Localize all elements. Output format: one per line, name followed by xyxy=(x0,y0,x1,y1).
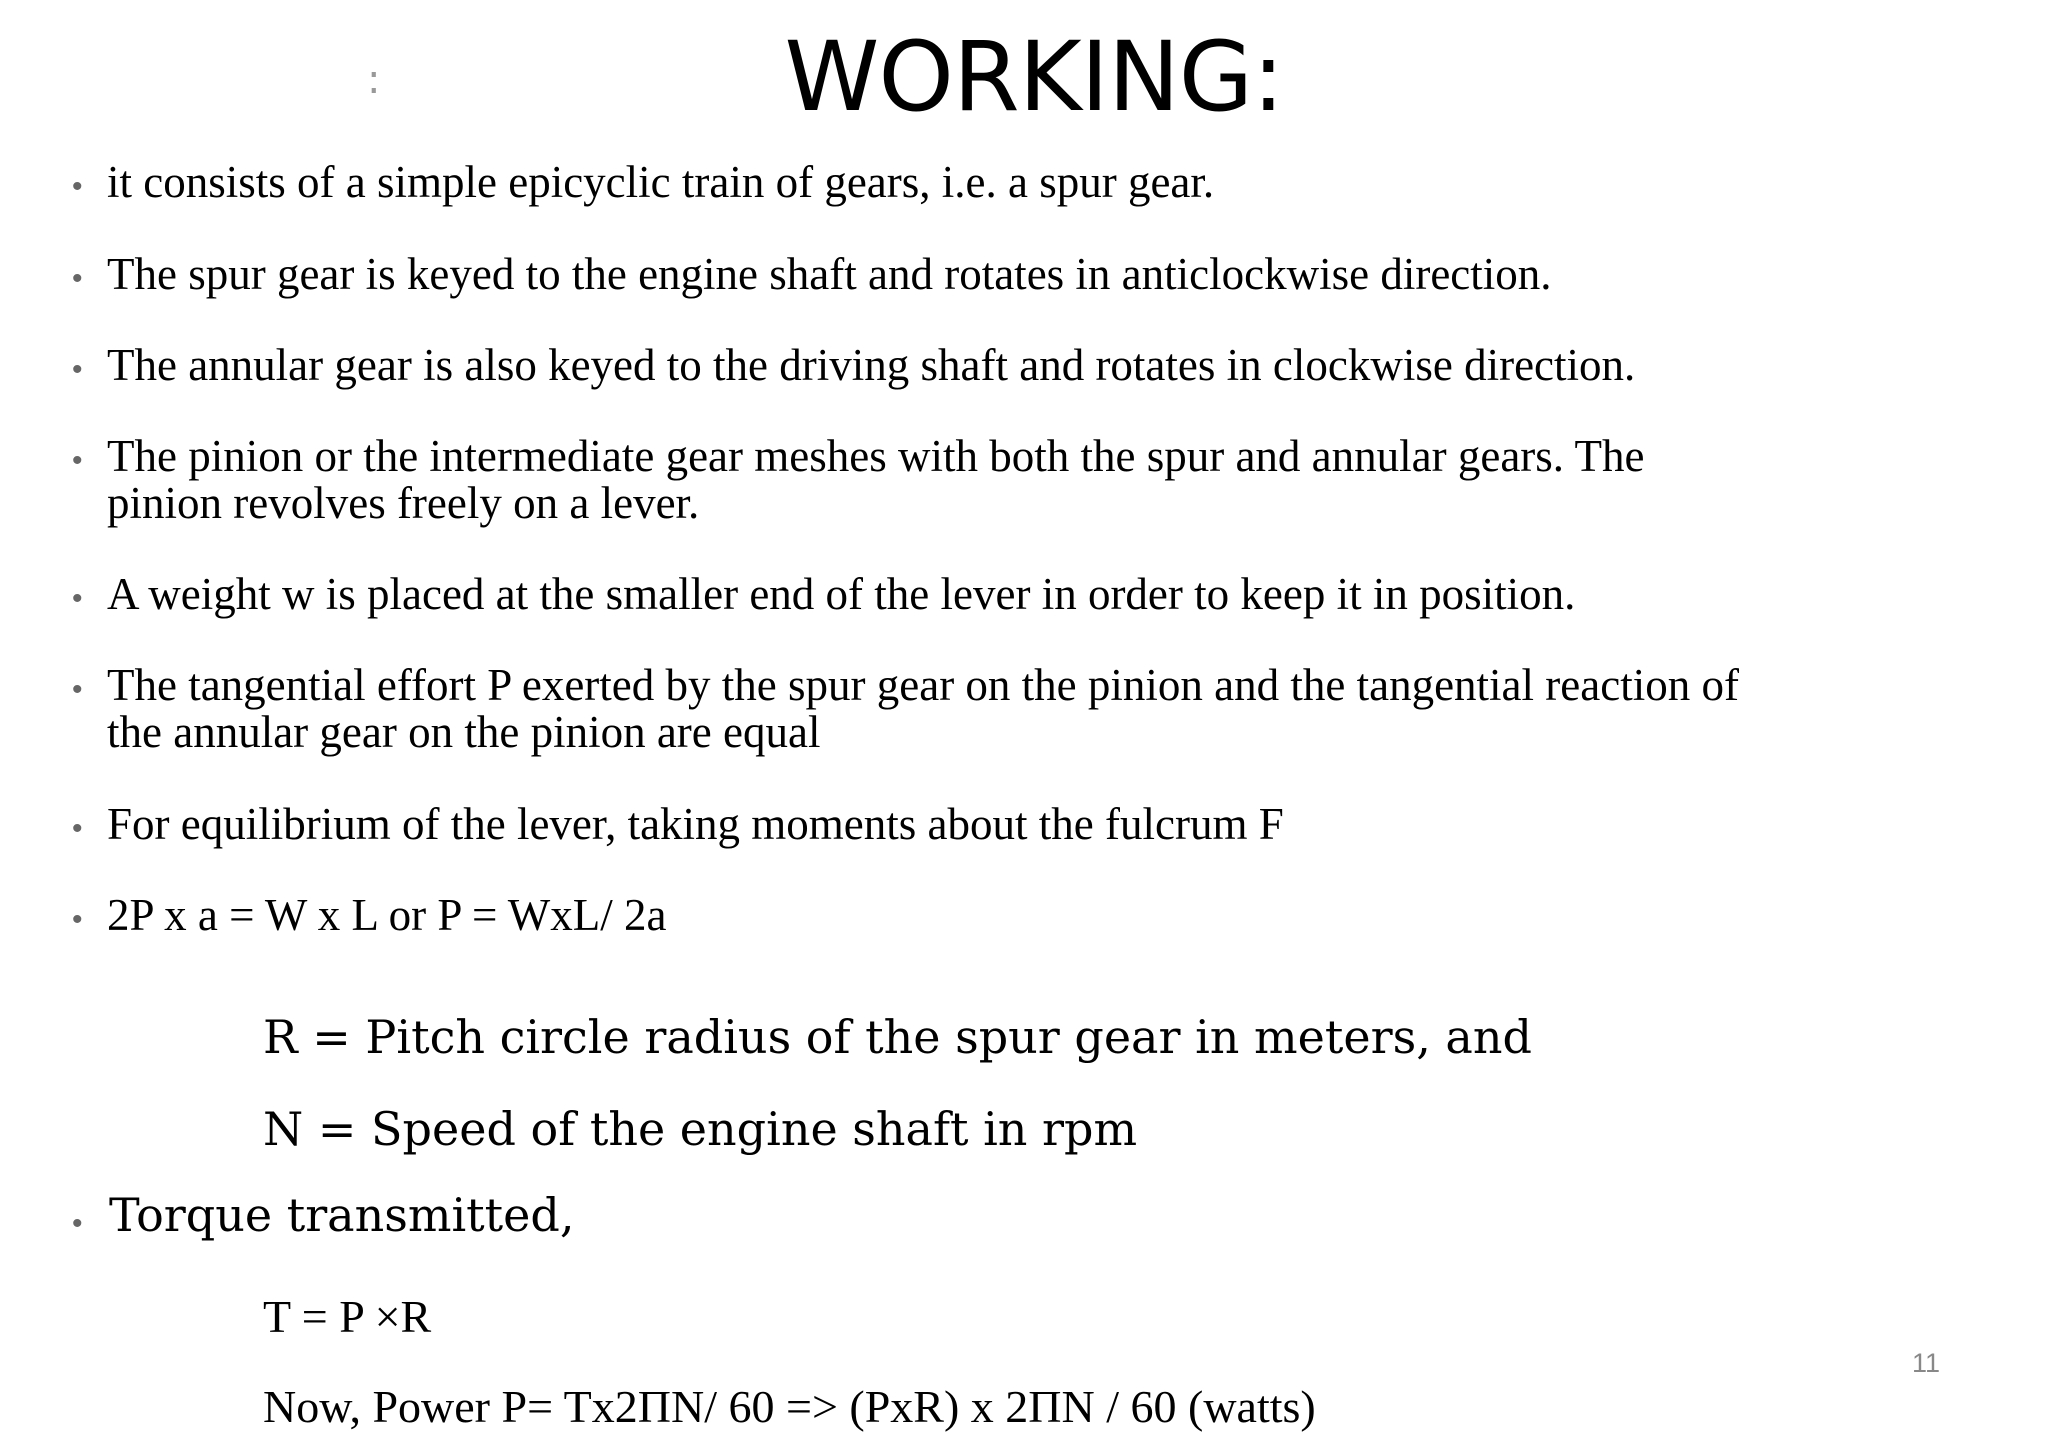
definition-r: R = Pitch circle radius of the spur gear in meters, and xyxy=(263,1010,1532,1064)
bullet-dot-icon: • xyxy=(72,170,83,203)
bullet-dot-icon: • xyxy=(72,262,83,295)
slide-title: WORKING: xyxy=(784,21,1284,133)
bullet-text: A weight w is placed at the smaller end of the lever in order to keep it in position. xyxy=(107,569,1576,619)
bullet-equation: 2P x a = W x L or P = WxL/ 2a xyxy=(107,890,667,940)
bullet-dot-icon: • xyxy=(72,812,83,845)
definition-n: N = Speed of the engine shaft in rpm xyxy=(263,1102,1138,1156)
bullet-dot-icon: • xyxy=(72,582,83,615)
bullet-text: it consists of a simple epicyclic train of gears, i.e. a spur gear. xyxy=(107,157,1215,207)
decorative-colon: : xyxy=(367,57,381,103)
bullet-dot-icon: • xyxy=(72,903,83,936)
bullet-dot-icon: • xyxy=(72,1207,83,1240)
bullet-text-continued: the annular gear on the pinion are equal xyxy=(107,707,821,757)
bullet-text: The spur gear is keyed to the engine shaft and rotates in anticlockwise direction. xyxy=(107,249,1552,299)
bullet-dot-icon: • xyxy=(72,444,83,477)
bullet-text: The tangential effort P exerted by the spur gear on the pinion and the tangential reaction of xyxy=(107,660,1739,710)
torque-equation xyxy=(263,1290,431,1343)
bullet-text-continued: pinion revolves freely on a lever. xyxy=(107,478,700,528)
bullet-dot-icon: • xyxy=(72,353,83,386)
torque-equation-text: T = P ×R xyxy=(263,1291,432,1342)
page-number: 11 xyxy=(1911,1348,1940,1378)
torque-label: Torque transmitted, xyxy=(109,1188,575,1242)
bullet-text: The annular gear is also keyed to the driving shaft and rotates in clockwise direction. xyxy=(107,340,1636,390)
bullet-text: For equilibrium of the lever, taking moments about the fulcrum F xyxy=(107,799,1284,849)
bullet-text: The pinion or the intermediate gear meshes with both the spur and annular gears. The xyxy=(107,431,1645,481)
bullet-dot-icon: • xyxy=(72,673,83,706)
power-equation: Now, Power P= Tx2ΠN/ 60 => (PxR) x 2ΠN / 60 (watts) xyxy=(263,1381,1316,1432)
